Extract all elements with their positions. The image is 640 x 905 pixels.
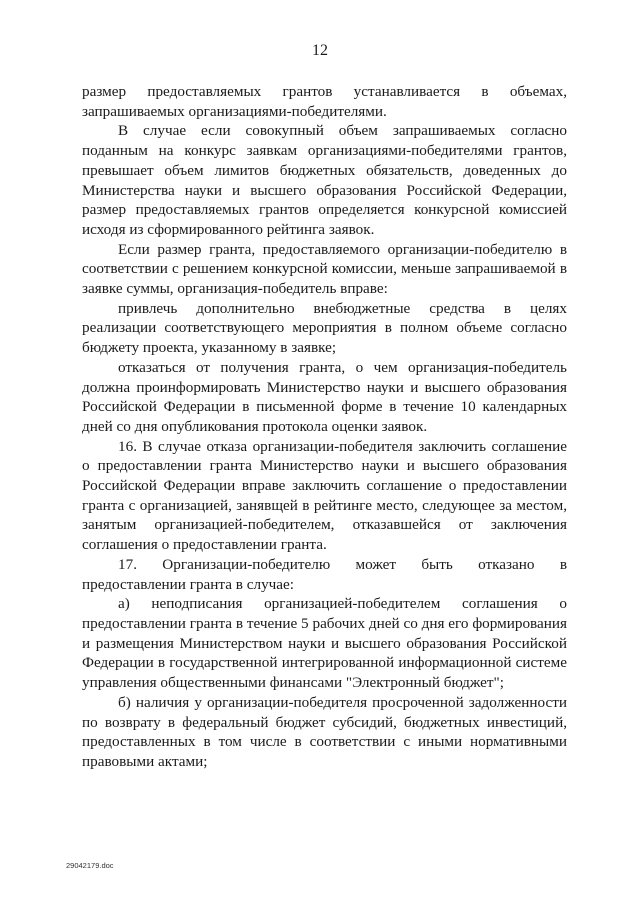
- document-body: [82, 82, 567, 772]
- paragraph: Если размер гранта, предоставляемого организации-победителю в соответствии с решением конкурсной комиссии, меньше запрашиваемой в заявке суммы, организация-победитель вправе:: [82, 240, 567, 298]
- paragraph: привлечь дополнительно внебюджетные средства в целях реализации соответствующего мероприятия в полном объеме согласно бюджету проекта, указанному в заявке;: [82, 299, 567, 357]
- paragraph: отказаться от получения гранта, о чем организация-победитель должна проинформировать Министерство науки и высшего образования Российской Федерации в письменной форме в течение 10 календарных дней со дня опубликования протокола оценки заявок.: [82, 358, 567, 435]
- paragraph: В случае если совокупный объем запрашиваемых согласно поданным на конкурс заявкам организациями-победителями грантов, превышает объем лимитов бюджетных обязательств, доведенных до Министерства науки и высшего образования Российской Федерации, размер предоставляемых грантов определяется конкурсной комиссией исходя из сформированного рейтинга заявок.: [82, 122, 567, 238]
- list-item-b: б) наличия у организации-победителя просроченной задолженности по возврату в федеральный бюджет субсидий, бюджетных инвестиций, предоставленных в том числе в соответствии с иными нормативными правовыми актами;: [82, 693, 567, 770]
- page-number: 12: [312, 42, 328, 59]
- paragraph-section-17: 17. Организации-победителю может быть отказано в предоставлении гранта в случае:: [82, 555, 567, 593]
- list-item-a: а) неподписания организацией-победителем соглашения о предоставлении гранта в течение 5 рабочих дней со дня его формирования и размещения Министерством науки и высшего образования Российской Федерации в государственной интегрированной информационной системе управления общественными финансами "Электронный бюджет";: [82, 595, 567, 692]
- paragraph-section-16: 16. В случае отказа организации-победителя заключить соглашение о предоставлении гранта Министерство науки и высшего образования Российской Федерации вправе заключить соглашение о предоставлении гранта с организацией, занявщей в рейтинге место, следующее за местом, занятым организацией-победителем, отказавшейся от заключения соглашения о предоставлении гранта.: [82, 437, 567, 554]
- document-footer-filename: 29042179.doc: [66, 861, 114, 870]
- paragraph: размер предоставляемых грантов устанавливается в объемах, запрашиваемых организациями-победителями.: [82, 83, 567, 120]
